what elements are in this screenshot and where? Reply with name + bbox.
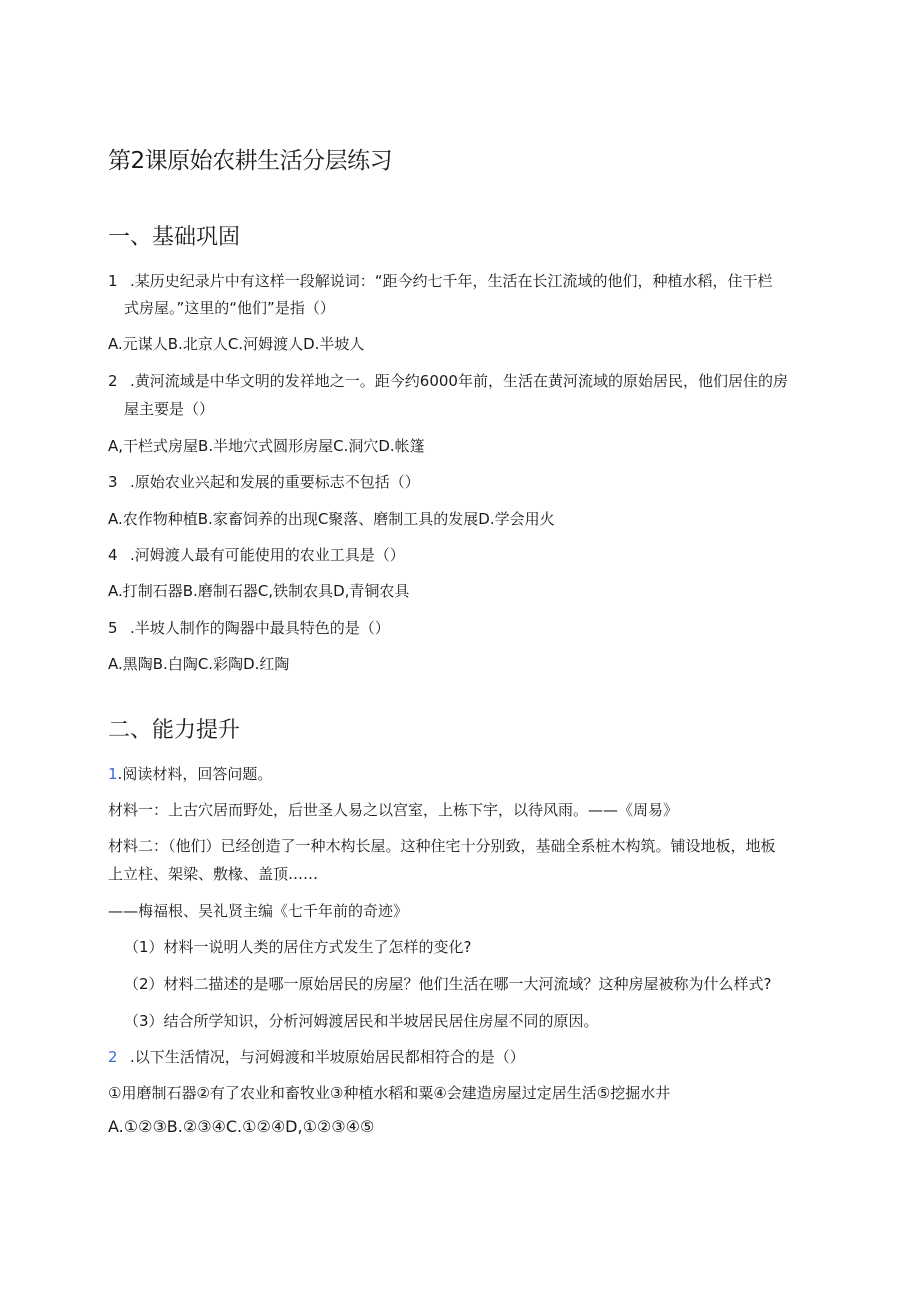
question-number: 5 [108,619,118,637]
material-1: 材料一：上古穴居而野处，后世圣人易之以宫室，上栋下宇，以待风雨。——《周易》 [108,801,679,819]
section-heading-basic: 一、基础巩固 [108,225,241,250]
material-source: ——梅福根、吴礼贤主编《七千年前的奇迹》 [108,902,409,920]
reading-question [108,764,272,784]
question-2b-items: ①用磨制石器②有了农业和畜牧业③种植水稻和粟④会建造房屋过定居生活⑤挖掘水井 [108,1084,671,1102]
question-number: 1 [108,765,118,783]
question-1-cont: 式房屋。”这里的“他们”是指（） [124,299,335,317]
question-3 [108,472,420,492]
sub-question-2: （2）材料二描述的是哪一原始居民的房屋？他们生活在哪一大河流域？这种房屋被称为什么样式? [124,975,772,993]
question-2b [108,1047,525,1067]
sub-question-1: （1）材料一说明人类的居住方式发生了怎样的变化? [124,938,472,956]
page-title: 第2课原始农耕生活分层练习 [108,148,393,174]
question-text: .河姆渡人最有可能使用的农业工具是（） [130,546,405,564]
question-2b-options: A.①②③B.②③④C.①②④D,①②③④⑤ [108,1117,375,1136]
question-2-cont: 屋主要是（） [124,400,215,418]
question-number: 2 [108,372,118,390]
question-2 [108,371,788,391]
question-4-options: A.打制石器B.磨制石器C,铁制农具D,青铜农具 [108,582,410,600]
question-2-options: A,干栏式房屋B.半地穴式圆形房屋C.洞穴D.帐篷 [108,437,425,455]
question-text: .黄河流域是中华文明的发祥地之一。距今约6000年前，生活在黄河流域的原始居民，他们居住的房 [130,372,788,390]
question-text: .阅读材料，回答问题。 [117,765,273,783]
sub-question-3: （3）结合所学知识，分析河姆渡居民和半坡居民居住房屋不同的原因。 [124,1012,599,1030]
question-4 [108,545,405,565]
question-text: .某历史纪录片中有这样一段解说词：“距今约七千年，生活在长江流域的他们，种植水稻，住干栏 [130,272,773,290]
question-number: 3 [108,473,118,491]
question-1 [108,271,773,291]
question-number: 4 [108,546,118,564]
question-text: .原始农业兴起和发展的重要标志不包括（） [130,473,420,491]
question-text: .以下生活情况，与河姆渡和半坡原始居民都相符合的是（） [130,1048,525,1066]
section-heading-advanced: 二、能力提升 [108,718,241,743]
material-2-cont: 上立柱、架梁、敷椽、盖顶…… [108,865,319,883]
question-3-options: A.农作物种植B.家畜饲养的出现C聚落、磨制工具的发展D.学会用火 [108,510,555,528]
question-number: 1 [108,272,118,290]
question-1-options: A.元谋人B.北京人C.河姆渡人D.半坡人 [108,335,365,353]
material-2: 材料二：（他们）已经创造了一种木构长屋。这种住宅十分别致，基础全系桩木构筑。铺设地板，地板 [108,837,776,855]
question-5-options: A.黑陶B.白陶C.彩陶D.红陶 [108,655,290,673]
question-text: .半坡人制作的陶器中最具特色的是（） [130,619,390,637]
question-number: 2 [108,1048,118,1066]
question-5 [108,618,390,638]
